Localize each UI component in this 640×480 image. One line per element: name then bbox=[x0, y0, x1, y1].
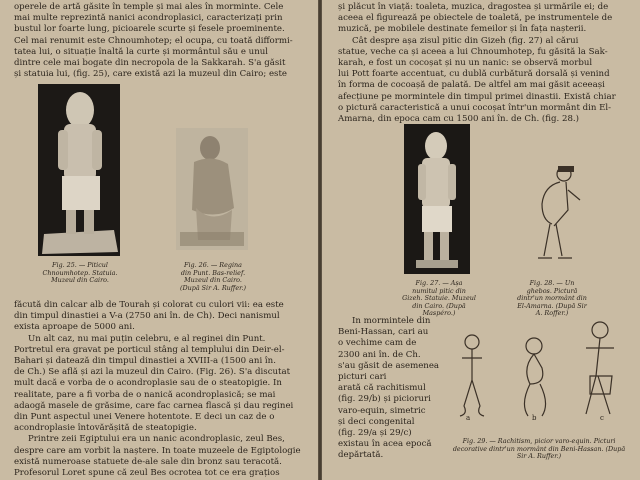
text-line: dintre cele mai bogate din necropola de la Sakkarah. S'a găsit bbox=[14, 58, 286, 69]
text-line: o vechime cam de bbox=[338, 338, 417, 349]
text-line: și statuia lui, (fig. 25), care există azi la muzeul din Cairo; este bbox=[14, 69, 287, 80]
text-line: Printre zeii Egiptului era un nanic acondroplasic, zeul Bes, bbox=[28, 434, 285, 445]
text-line: tatea lui, o situație înaltă la curte și mormântul său e unul bbox=[14, 46, 269, 57]
text-line: picturi cari bbox=[338, 372, 387, 383]
fig25-photo bbox=[38, 84, 120, 256]
text-line: în forma de cocoașă de palată. De altfel am mai găsit aceeași bbox=[338, 80, 605, 91]
fig27-photo bbox=[404, 124, 470, 274]
text-line: arată că rachitismul bbox=[338, 383, 426, 394]
text-line: din timpul dinastiei a V-a (2750 ani în. de Ch). Deci nanismul bbox=[14, 311, 280, 322]
text-line: și plăcut în viață: toaleta, muzica, dragostea și urmările ei; de bbox=[338, 2, 609, 12]
right-side-text bbox=[338, 316, 448, 462]
dwarf-statue-image bbox=[38, 84, 120, 256]
text-line: din Punt aspectul unei Venere hotentote. E deci un caz de o bbox=[14, 412, 275, 423]
text-line: Amarna, din epoca cam cu 1500 ani în. de Ch. (fig. 28.) bbox=[338, 114, 579, 125]
text-line: Bahari și datează din timpul dinastiei a XVIII-a (1500 ani în. bbox=[14, 356, 276, 367]
left-top-text bbox=[14, 2, 306, 80]
text-line: exista aproape de 5000 ani. bbox=[14, 322, 135, 333]
hunchback-drawing bbox=[522, 160, 582, 268]
left-bottom-text bbox=[14, 300, 306, 479]
fig26-caption: Fig. 26. — Regina din Punt. Bas-relief. Muzeul din Cairo. (După Sir A. Ruffer.) bbox=[180, 261, 246, 292]
queen-relief-image bbox=[176, 128, 248, 250]
right-page bbox=[322, 0, 640, 480]
text-line: existau în acea epocă bbox=[338, 439, 432, 450]
fig29-caption: Fig. 29. — Rachitism, picior varo-equin. Picturi decorative dintr'un mormânt din Beni-Hassan. (După Sir A. Ruffer.) bbox=[452, 437, 626, 461]
text-line: Cel mai renumit este Chnoumhotep; el ocupa, cu toată difformi- bbox=[14, 35, 293, 46]
text-line: depărtată. bbox=[338, 450, 384, 461]
text-line: mult dacă e vorba de o acondroplasie sau de o steatopigie. In bbox=[14, 378, 282, 389]
right-top-text bbox=[338, 2, 628, 125]
fig28-drawing bbox=[522, 160, 582, 268]
text-line: făcută din calcar alb de Tourah și colorat cu culori vii: ea este bbox=[14, 300, 284, 310]
text-line: Beni-Hassan, cari au bbox=[338, 327, 429, 338]
text-line: și deci congenital bbox=[338, 416, 415, 427]
fig28-caption: Fig. 28. — Un ghebos. Pictură dintr'un mormânt din El-Amarna. (După Sir A. Roffer.) bbox=[517, 279, 587, 318]
text-line: Portretul era gravat pe porticul stâng al templului din Deir-el- bbox=[14, 344, 285, 355]
left-page bbox=[0, 0, 318, 480]
text-line: varo-equin, simetric bbox=[338, 405, 426, 416]
text-line: Un alt caz, nu mai puțin celebru, e al reginei din Punt. bbox=[28, 333, 266, 344]
text-line: mai multe reprezintă nanici acondroplasici, caracterizați prin bbox=[14, 13, 283, 24]
text-line: karah, e fost un cocoșat și nu un nanic: se observă morbul bbox=[338, 58, 593, 69]
fig29-label-a: a bbox=[466, 414, 471, 422]
text-line: afecțiune pe mormintele din timpul primei dinastii. Există chiar bbox=[338, 91, 616, 102]
text-line: Profesorul Loret spune că zeul Bes ocrotea tot ce era grațios bbox=[14, 468, 280, 479]
fig29-drawings bbox=[450, 318, 628, 426]
text-line: există numeroase statuete de-ale sale din bronz sau teracotă. bbox=[14, 456, 282, 467]
text-line: (fig. 29/b) și picioruri bbox=[338, 394, 431, 405]
text-line: aceea el figurează pe obiectele de toaletă, pe instrumentele de bbox=[338, 13, 613, 24]
text-line: de Ch.) Se află și azi la muzeul din Cairo. (Fig. 26). S'a discutat bbox=[14, 367, 291, 378]
fig29-label-b: b bbox=[532, 414, 537, 422]
fig27-caption: Fig. 27. — Așa numitul pitic din Gizeh. Statuie. Muzeul din Cairo. (După Maspéro.) bbox=[402, 279, 476, 318]
text-line: operele de artă găsite în temple și mai ales în morminte. Cele bbox=[14, 2, 284, 12]
text-line: 2300 ani în. de Ch. bbox=[338, 349, 421, 360]
text-line: despre care am vorbit la naștere. In toate muzeele de Egiptologie bbox=[14, 445, 301, 456]
text-line: muzică, pe mobilele destinate femeilor și în fața nașterii. bbox=[338, 24, 587, 35]
text-line: adaogă masele de grăsime, care fac carnea flască și dau reginei bbox=[14, 400, 294, 411]
text-line: Cât despre așa zisul pitic din Gizeh (fig. 27) al cărui bbox=[352, 35, 579, 46]
rickets-figures-drawing bbox=[450, 318, 628, 426]
text-line: statue, veche ca și aceea a lui Chnoumhotep, fu găsită la Sak- bbox=[338, 46, 608, 57]
text-line: acondroplasie întovărășită de steatopigie. bbox=[14, 423, 197, 434]
text-line: lui Pott foarte accentuat, cu dublă curbătură dorsală și venind bbox=[338, 69, 610, 80]
gizeh-statue-image bbox=[404, 124, 470, 274]
fig26-photo bbox=[176, 128, 248, 250]
text-line: realitate, pare a fi vorba de o nanică acondroplasică; se mai bbox=[14, 389, 276, 400]
text-line: (fig. 29/a și 29/c) bbox=[338, 428, 412, 439]
text-line: bustul lor foarte lung, picioarele scurte și fesele proeminente. bbox=[14, 24, 285, 35]
fig29-label-c: c bbox=[600, 414, 604, 422]
text-line: o pictură caracteristică a unui cocoșat într'un mormânt din El- bbox=[338, 102, 612, 113]
text-line: In mormintele din bbox=[352, 316, 431, 326]
fig25-caption: Fig. 25. — Piticul Chnoumhotep. Statuia. Muzeul din Cairo. bbox=[42, 261, 118, 285]
text-line: s'au găsit de asemenea bbox=[338, 360, 440, 371]
